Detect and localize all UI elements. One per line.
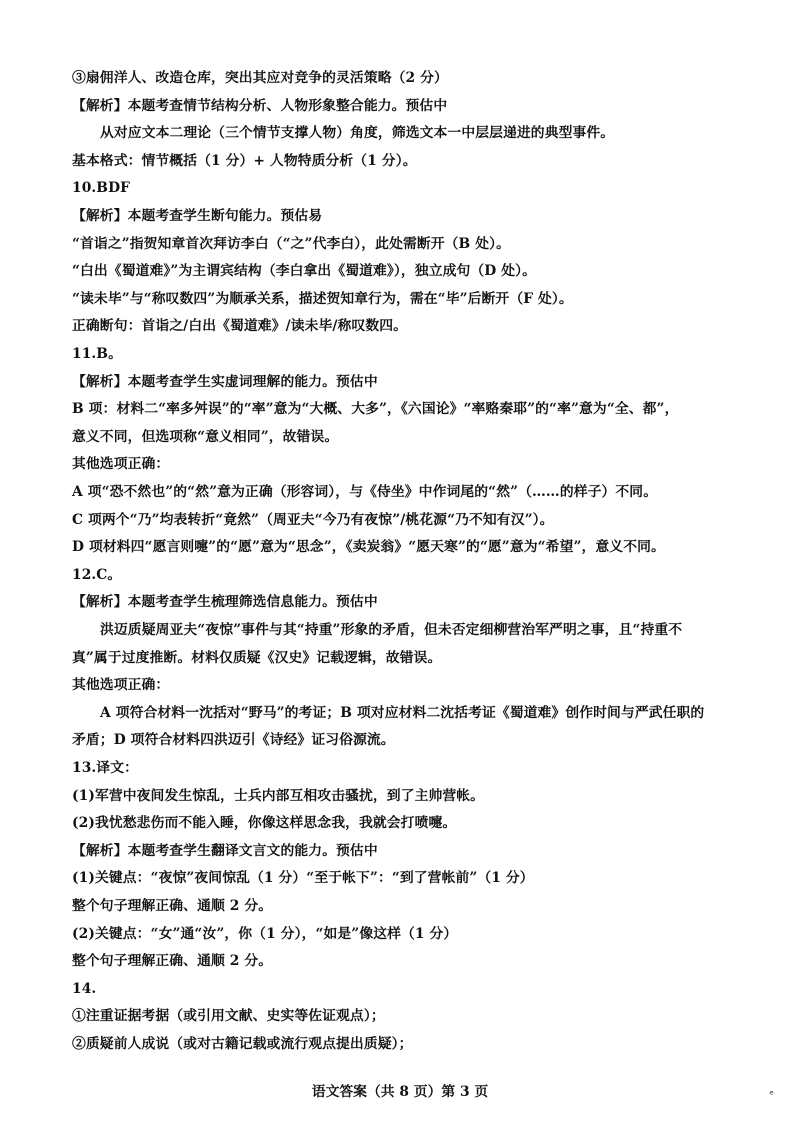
text-line: 真”属于过度推断。材料仅质疑《汉史》记载逻辑，故错误。 (72, 649, 442, 666)
text-line: 基本格式：情节概括（1 分）+ 人物特质分析（1 分）。 (72, 152, 417, 169)
corner-mark: ᵉ (769, 1088, 774, 1101)
question-number: 14. (72, 980, 97, 997)
text-line: 矛盾；D 项符合材料四洪迈引《诗经》证习俗源流。 (72, 732, 395, 749)
text-line: B 项：材料二“率多舛误”的“率”意为“大概、大多”，《六国论》“率赂秦耶”的“率”意为“全、都”， (72, 401, 679, 418)
text-line: D 项材料四“愿言则嚏”的“愿”意为“思念”，《卖炭翁》“愿天寒”的“愿”意为“希望”，意义不同。 (72, 539, 665, 556)
text-line: 洪迈质疑周亚夫“夜惊”事件与其“持重”形象的矛盾，但未否定细柳营治军严明之事，且“持重不 (100, 622, 683, 638)
analysis-heading: 【解析】本题考查学生实虚词理解的能力。预估中 (72, 373, 378, 390)
analysis-heading: 【解析】本题考查学生断句能力。预估易 (72, 208, 323, 224)
text-line: “白出《蜀道难》”为主谓宾结构（李白拿出《蜀道难》），独立成句（D 处）。 (72, 263, 537, 280)
analysis-heading: 【解析】本题考查学生梳理筛选信息能力。预估中 (72, 594, 378, 611)
text-line: (1)军营中夜间发生惊乱，士兵内部互相攻击骚扰，到了主帅营帐。 (72, 787, 485, 804)
analysis-heading: 【解析】本题考查情节结构分析、人物形象整合能力。预估中 (72, 97, 448, 114)
question-number: 13.译文： (72, 760, 138, 776)
text-line: 整个句子理解正确、通顺 2 分。 (72, 953, 273, 970)
text-line: A 项“恐不然也”的“然”意为正确（形容词），与《侍坐》中作词尾的“然”（……的样子）不同。 (72, 484, 658, 500)
question-number: 11.B。 (72, 346, 122, 362)
text-line: “首诣之”指贺知章首次拜访李白（“之”代李白），此处需断开（B 处）。 (72, 235, 511, 252)
text-line: “读未毕”与“称叹数四”为顺承关系，描述贺知章行为，需在“毕”后断开（F 处）。 (72, 290, 573, 307)
text-line: (2)关键点：“女”通“汝”，你（1 分），“如是”像这样（1 分） (72, 925, 458, 942)
text-line: 其他选项正确： (72, 677, 170, 694)
text-line: (2)我忧愁悲伤而不能入睡，你像这样思念我，我就会打喷嚏。 (72, 815, 457, 832)
text-line: 意义不同，但选项称“意义相同”，故错误。 (72, 428, 339, 445)
text-line: (1)关键点：“夜惊”夜间惊乱（1 分）“至于帐下”：“到了营帐前”（1 分） (72, 870, 534, 887)
text-line: 整个句子理解正确、通顺 2 分。 (72, 898, 273, 914)
page-footer: 语文答案（共 8 页）第 3 页 (311, 1084, 489, 1100)
text-line: 正确断句：首诣之/白出《蜀道难》/读未毕/称叹数四。 (72, 318, 408, 335)
question-number: 10.BDF (72, 180, 131, 197)
text-line: A 项符合材料一沈括对“野马”的考证；B 项对应材料二沈括考证《蜀道难》创作时间与严武任职的 (100, 704, 705, 721)
text-line: 从对应文本二理论（三个情节支撑人物）角度，筛选文本一中层层递进的典型事件。 (100, 125, 615, 142)
question-number: 12.C。 (72, 566, 122, 583)
text-line: ①注重证据考据（或引用文献、史实等佐证观点）； (72, 1008, 385, 1025)
analysis-heading: 【解析】本题考查学生翻译文言文的能力。预估中 (72, 842, 378, 859)
text-line: ②质疑前人成说（或对古籍记载或流行观点提出质疑）； (72, 1036, 413, 1052)
text-line: C 项两个“乃”均表转折“竟然”（周亚夫“今乃有夜惊”/桃花源“乃不知有汉”）。 (72, 511, 554, 528)
text-line: ③扇佣洋人、改造仓库，突出其应对竞争的灵活策略（2 分） (72, 70, 448, 86)
text-line: 其他选项正确： (72, 456, 170, 473)
